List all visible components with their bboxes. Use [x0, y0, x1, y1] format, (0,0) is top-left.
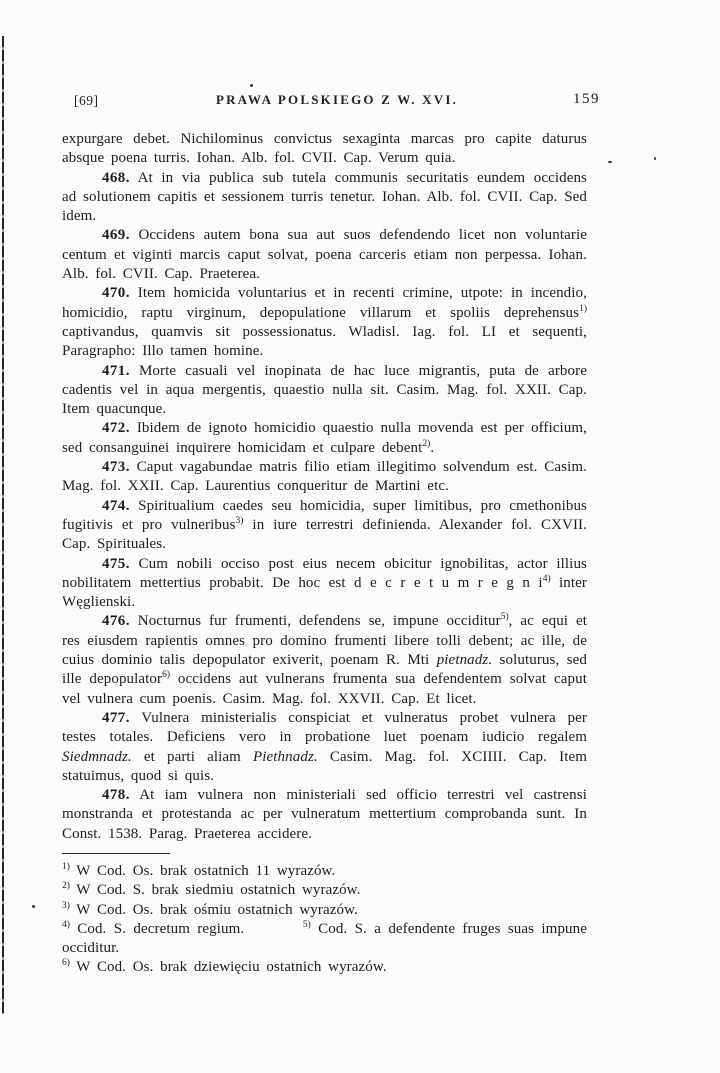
scan-speck — [608, 161, 612, 163]
text-segment: in iure terrestri definienda. Alexander fol. CXVII. Cap. Spirituales. — [62, 516, 587, 553]
folio-mark: [69] — [74, 93, 99, 108]
text-segment: et parti aliam — [131, 748, 253, 765]
text-segment: Nocturnus fur frumenti, defendens se, impune occiditur — [129, 613, 501, 630]
text-segment: Cod. S. decretum regium. — [69, 920, 245, 937]
footnote-1 — [62, 862, 587, 881]
text-segment: Vulnera ministerialis conspiciat et vulneratus probet vulnera per testes totales. Deficiens vero in probatione luet poenam iudicio regalem — [62, 709, 587, 746]
text-segment: 473. — [102, 459, 130, 476]
footnote-marker: 4) — [62, 919, 70, 930]
paragraph-472 — [62, 419, 587, 458]
footnote-marker: 1) — [62, 861, 70, 872]
text-segment: 472. — [102, 420, 130, 437]
text-segment: Caput vagabundae matris filio etiam illegitimo solvendum est. Casim. Mag. fol. XXII. Cap. Laurentius conqueritur de Martini etc. — [62, 459, 587, 495]
text-segment: occidens aut vulnerans frumenta sua defendentem solvat caput vel vulnera cum poenis. Casim. Mag. fol. XXVII. Cap. Et licet. — [62, 671, 587, 707]
footnote-marker: 6) — [62, 958, 70, 969]
footnote-6 — [62, 958, 587, 977]
text-segment: 478. — [102, 787, 130, 804]
footnote-4-5 — [62, 920, 587, 959]
text-segment: pietnadz. — [436, 652, 493, 669]
footnote-marker: 5) — [302, 919, 311, 930]
paragraph-471 — [62, 362, 587, 420]
text-segment: At iam vulnera non ministeriali sed officio terrestri vel castrensi monstranda et protestanda ac per vulneratum mettertium comprobanda sunt. In Const. 1538. Parag. Praeterea accidere. — [62, 787, 587, 842]
text-segment: Spiritualium caedes seu homicidia, super limitibus, pro cmethonibus fugitivis et pro vulneribus — [62, 497, 587, 533]
text-segment: Morte casuali vel inopinata de hac luce migrantis, puta de arbore cadentis vel in aqua mergentis, quaestio nulla sit. Casim. Mag. fol. XXII. Cap. Item quacunque. — [62, 362, 587, 418]
text-segment: 471. — [102, 362, 130, 379]
text-segment: 468. — [102, 169, 130, 186]
footnote-3 — [62, 901, 587, 920]
scan-speck — [250, 84, 253, 87]
text-segment: Piethnadz. — [253, 748, 318, 765]
text-segment: W Cod. Os. brak ośmiu ostatnich wyrazów. — [69, 901, 358, 918]
text-segment: Ibidem de ignoto homicidio quaestio nulla movenda est per officium, sed consanguinei inquirere homicidam et culpare debent — [62, 420, 587, 456]
text-segment: W Cod. Os. brak ostatnich 11 wyrazów. — [69, 862, 336, 879]
text-segment: W Cod. S. brak siedmiu ostatnich wyrazów. — [69, 882, 361, 899]
text-segment: 470. — [102, 285, 130, 302]
text-segment: soluturus, sed ille depopulator — [62, 652, 587, 688]
paragraph-continuation — [62, 130, 587, 169]
text-segment: 469. — [102, 227, 130, 244]
paragraph-474 — [62, 497, 587, 555]
page-header — [74, 90, 600, 114]
paragraphs — [62, 130, 587, 844]
page-number: 159 — [573, 91, 600, 107]
footnote-marker: 5) — [500, 612, 509, 623]
footnote-marker: 3) — [235, 515, 244, 526]
text-segment: Cod. S. a defendente fruges suas impune occiditur. — [62, 920, 588, 957]
text-segment: . — [430, 439, 435, 456]
footnote-separator — [62, 853, 170, 854]
paragraph-468 — [62, 169, 587, 227]
text-segment: At in via publica sub tutela communis securitatis eundem occidens ad solutionem capitis et sessionem turris tenetur. Iohan. Alb. fol. CVII. Cap. Sed idem. — [62, 169, 587, 225]
text-segment: expurgare debet. Nichilominus convictus sexaginta marcas pro capite daturus absque poena turris. Iohan. Alb. fol. CVII. Cap. Verum quia. — [62, 131, 587, 167]
text-segment: Item homicida voluntarius et in recenti crimine, utpote: in incendio, homicidio, raptu virginum, depopulatione villarum et spoliis deprehensus — [62, 285, 587, 321]
text-segment: inter Węglienski. — [62, 574, 588, 611]
footnote-marker: 2) — [62, 881, 70, 892]
footnote-2 — [62, 881, 587, 900]
binding-line — [2, 36, 4, 1014]
paragraph-476 — [62, 612, 587, 708]
footnote-marker: 6) — [162, 670, 171, 681]
text-segment: , ac equi et res eiusdem rapientis omnes pro domino frumenti libere tolli debent; ac ille, de cuius dominio talis depopulator exiverit, poenam R. Mti — [62, 613, 587, 669]
paragraph-473 — [62, 458, 587, 497]
running-title: PRAWA POLSKIEGO Z W. XVI. — [215, 92, 459, 107]
text-segment: 474. — [102, 497, 130, 514]
text-segment: Cum nobili occiso post eius necem obicitur ignobilitas, actor illius nobilitatem mettertius probabit. De hoc est d e c r e t u m r e g n i — [62, 555, 587, 591]
text-segment — [244, 921, 303, 937]
scan-speck — [654, 157, 656, 160]
paragraph-477 — [62, 709, 587, 786]
text-segment: Occidens autem bona sua aut suos defendendo licet non voluntarie centum et viginti marcis caput solvat, poena carceris etiam non perpessa. Iohan. Alb. fol. CVII. Cap. Praeterea. — [62, 227, 587, 283]
scan-speck — [32, 905, 35, 908]
footnote-marker: 4) — [542, 573, 551, 584]
text-segment: 477. — [102, 709, 130, 726]
footnote-marker: 2) — [422, 438, 431, 449]
paragraph-470 — [62, 284, 587, 361]
footnote-marker: 1) — [579, 303, 587, 314]
text-segment: Siedmnadz. — [62, 748, 132, 765]
body-text — [62, 130, 587, 978]
paragraph-469 — [62, 226, 587, 284]
text-segment: captivandus, quamvis sit possessionatus. Wladisl. Iag. fol. LI et sequenti, Paragrapho: Illo tamen homine. — [62, 323, 587, 360]
footnote-marker: 3) — [62, 900, 70, 911]
paragraph-475 — [62, 555, 587, 613]
text-segment: 475. — [102, 555, 130, 572]
text-segment: W Cod. Os. brak dziewięciu ostatnich wyrazów. — [69, 959, 387, 976]
paragraph-478 — [62, 786, 587, 844]
footnotes — [62, 862, 587, 978]
text-segment: 476. — [102, 613, 130, 630]
text-segment: Casim. Mag. fol. XCIIII. Cap. Item statuimus, quod si quis. — [62, 748, 587, 784]
